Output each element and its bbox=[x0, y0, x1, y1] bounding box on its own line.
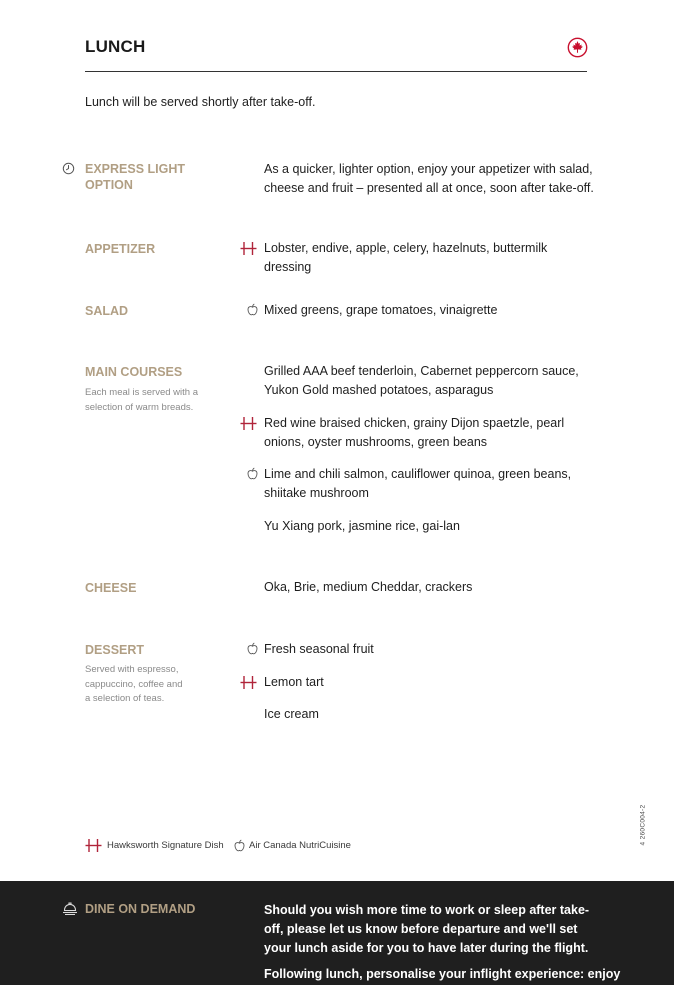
category-main-courses: MAIN COURSES bbox=[85, 365, 183, 379]
apple-icon bbox=[247, 467, 258, 480]
main-item-salmon: Lime and chili salmon, cauliflower quinoa, green beans, shiitake mushroom bbox=[264, 467, 572, 500]
dessert-item-fruit: Fresh seasonal fruit bbox=[264, 642, 374, 656]
main-item-chicken: Red wine braised chicken, grainy Dijon spaetzle, pearl onions, oyster mushrooms, green beans bbox=[264, 416, 565, 449]
intro-text: Lunch will be served shortly after take-off. bbox=[85, 95, 316, 109]
apple-icon bbox=[247, 303, 258, 316]
cheese-item: Oka, Brie, medium Cheddar, crackers bbox=[264, 580, 473, 594]
page-title: LUNCH bbox=[85, 37, 146, 56]
hawksworth-icon bbox=[240, 241, 257, 256]
category-salad: SALAD bbox=[85, 304, 129, 318]
category-express-light: EXPRESS LIGHT OPTION bbox=[85, 162, 186, 192]
dessert-item-tart: Lemon tart bbox=[264, 675, 324, 689]
hawksworth-icon bbox=[240, 416, 257, 431]
dine-on-demand-text-continued: Following lunch, personalise your inflight experience: enjoy bbox=[264, 967, 621, 981]
appetizer-item: Lobster, endive, apple, celery, hazelnuts, buttermilk dressing bbox=[264, 241, 548, 274]
hawksworth-icon bbox=[85, 838, 102, 853]
apple-icon bbox=[247, 642, 258, 655]
title-divider bbox=[85, 71, 587, 72]
express-description: As a quicker, lighter option, enjoy your appetizer with salad, cheese and fruit – presented all at once, soon after take-off. bbox=[264, 162, 594, 195]
dessert-note: Served with espresso, cappuccino, coffee and a selection of teas. bbox=[85, 664, 183, 704]
main-courses-note: Each meal is served with a selection of warm breads. bbox=[85, 387, 198, 413]
side-code-text: 4 260C004-2 bbox=[639, 804, 647, 846]
salad-item: Mixed greens, grape tomatoes, vinaigrette bbox=[264, 303, 498, 317]
category-dessert: DESSERT bbox=[85, 643, 145, 657]
hawksworth-icon bbox=[240, 675, 257, 690]
clock-icon bbox=[62, 162, 75, 175]
main-item-pork: Yu Xiang pork, jasmine rice, gai-lan bbox=[264, 519, 460, 533]
dessert-item-ice-cream: Ice cream bbox=[264, 707, 319, 721]
legend-hawksworth: Hawksworth Signature Dish bbox=[107, 840, 224, 851]
category-appetizer: APPETIZER bbox=[85, 242, 156, 256]
dine-on-demand-title: DINE ON DEMAND bbox=[85, 902, 196, 916]
dine-on-demand-text: Should you wish more time to work or sleep after take-off, please let us know before departure and we'll set your lunch aside for you to have later during the flight. bbox=[264, 903, 590, 955]
side-code bbox=[636, 800, 650, 850]
legend-nutricuisine: Air Canada NutriCuisine bbox=[249, 840, 351, 851]
category-cheese: CHEESE bbox=[85, 581, 137, 595]
apple-icon bbox=[234, 839, 245, 852]
cloche-icon bbox=[62, 900, 78, 916]
maple-leaf-icon bbox=[567, 37, 588, 58]
main-item-beef: Grilled AAA beef tenderloin, Cabernet peppercorn sauce, Yukon Gold mashed potatoes, asparagus bbox=[264, 364, 579, 397]
